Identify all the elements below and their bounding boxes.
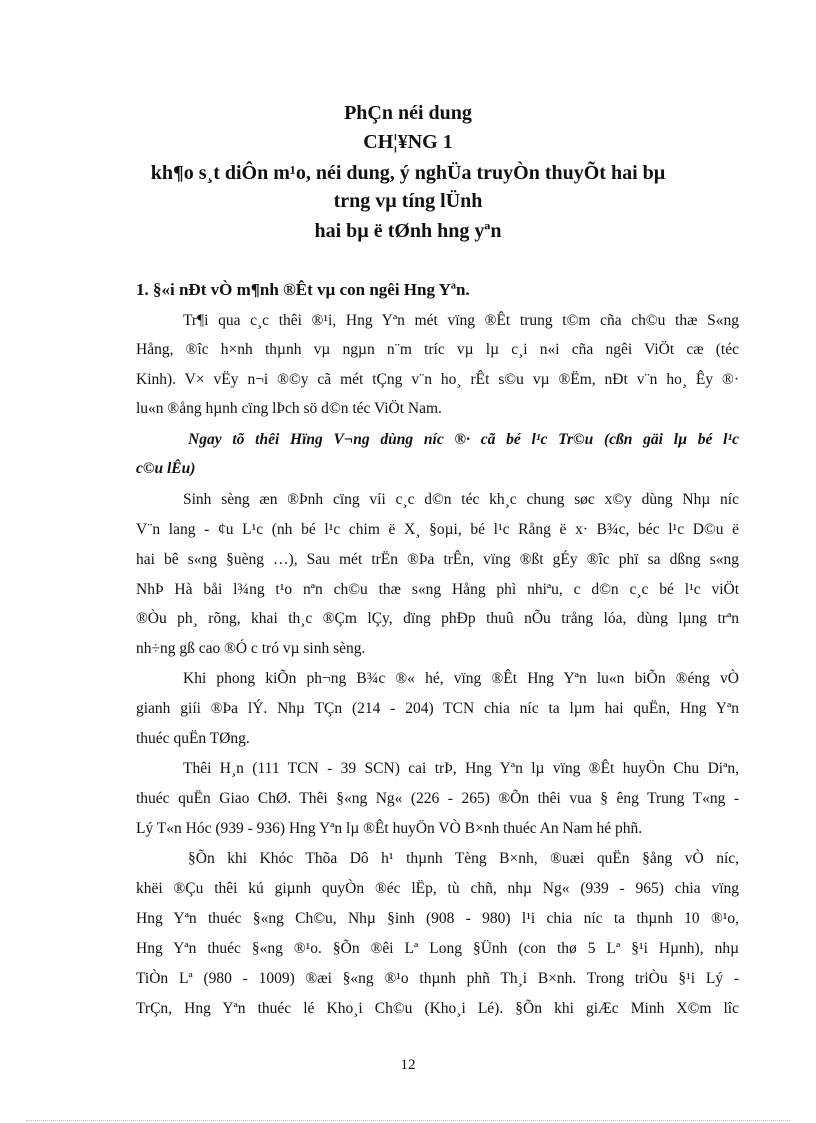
page-number: 12 xyxy=(400,1057,416,1073)
body-line: Tr¶i qua c¸c thêi ®¹i, Hng Yªn mét vïng ®Êt trung t©m cña ch©u thæ S«ng xyxy=(183,312,739,329)
body-line: lu«n ®ång hµnh cïng lÞch sö d©n téc ViÖt Nam. xyxy=(136,400,442,417)
chapter-title-line-3: hai bµ ë tØnh hng yªn xyxy=(314,220,502,242)
chapter-title-line-1: kh¶o s¸t diÔn m¹o, néi dung, ý nghÜa truyÒn thuyÕt hai bµ xyxy=(150,162,666,184)
body-line: Hng Yªn thuéc §«ng Ch©u, Nhµ §inh (908 - 980) l¹i chia níc ta thµnh 10 ®¹o, xyxy=(136,910,739,927)
body-line: V¨n lang - ¢u L¹c (nh bé l¹c chim ë X¸ §oµi, bé l¹c Rång ë x· B¾c, béc l¹c D©u ë xyxy=(136,521,739,538)
body-line: Ngay tõ thêi Hïng V¬ng dùng níc ®· cã bé l¹c Tr©u (cßn gäi lµ bé l¹c xyxy=(188,431,739,448)
body-line: TrÇn, Hng Yªn thuéc lé Kho¸i Ch©u (Kho¸i Lé). §Õn khi giÆc Minh X©m lîc xyxy=(136,1000,739,1017)
body-line: TiÒn Lª (980 - 1009) ®æi §«ng ®¹o thµnh phñ Th¸i B×nh. Trong triÒu §¹i Lý - xyxy=(136,970,739,987)
body-line: ®Òu ph¸ rõng, khai th¸c ®Çm lÇy, dïng phÐp thuû nÕu trång lóa, dùng lµng trªn xyxy=(136,610,739,627)
chapter-title-line-2: trng vµ tíng lÜnh xyxy=(333,190,483,212)
section-title: 1. §«i nÐt vÒ m¶nh ®Êt vµ con ngêi Hng Yªn. xyxy=(136,280,470,299)
body-line: c©u lÊu) xyxy=(136,460,196,477)
part-heading: PhÇn néi dung xyxy=(344,102,472,124)
body-line: NhÞ Hà båi l¾ng t¹o nªn ch©u thæ s«ng Hång phì nhiªu, c d©n c¸c bé l¹c viÖt xyxy=(136,581,739,598)
body-line: gianh giíi ®Þa lÝ. Nhµ TÇn (214 - 204) TCN chia níc ta lµm hai quËn, Hng Yªn xyxy=(136,700,739,717)
body-line: thuéc quËn Giao ChØ. Thêi §«ng Ng« (226 - 265) ®Õn thêi vua § êng Trung T«ng - xyxy=(136,790,739,807)
body-line: hai bê s«ng §uèng …), Sau mét trËn ®Þa trÊn, vïng ®ßt gÉy ®îc phï sa dßng s«ng xyxy=(136,551,739,568)
body-line: nh÷ng gß cao ®Ó c tró vµ sinh sèng. xyxy=(136,640,366,657)
body-line: Thêi H¸n (111 TCN - 39 SCN) cai trÞ, Hng Yªn lµ vïng ®Êt huyÖn Chu Diªn, xyxy=(183,760,739,777)
body-line: Sinh sèng æn ®Þnh cïng víi c¸c d©n téc kh¸c chung søc x©y dùng Nhµ níc xyxy=(183,491,739,508)
body-line: Hång, ®îc h×nh thµnh vµ ngµn n¨m tríc vµ lµ c¸i n«i cña ngêi ViÖt cæ (téc xyxy=(136,341,739,358)
body-line: khëi ®Çu thêi kú giµnh quyÒn ®éc lËp, tù chñ, nhµ Ng« (939 - 965) chia vïng xyxy=(136,880,739,897)
body-line: Kinh). V× vËy n¬i ®©y cã mét tÇng v¨n ho¸ rÊt s©u vµ ®Ëm, nÐt v¨n ho¸ Êy ®· xyxy=(136,371,739,388)
body-line: Lý T«n Hóc (939 - 936) Hng Yªn lµ ®Êt huyÖn VÒ B×nh thuéc An Nam hé phñ. xyxy=(136,820,643,837)
body-line: Hng Yªn thuéc §«ng ®¹o. §Õn ®êi Lª Long §Ünh (con thø 5 Lª §¹i Hµnh), nhµ xyxy=(136,940,739,957)
body-line: §Õn khi Khóc Thõa Dô h¹ thµnh Tèng B×nh, ®uæi quËn §ång vÒ níc, xyxy=(188,850,739,867)
chapter-heading: CH¦¥NG 1 xyxy=(363,131,453,153)
body-line: Khi phong kiÕn ph¬ng B¾c ®« hé, vïng ®Êt Hng Yªn lu«n biÕn ®éng vÒ xyxy=(183,670,739,687)
page-bottom-divider xyxy=(26,1120,790,1121)
body-line: thuéc quËn TØng. xyxy=(136,730,250,747)
